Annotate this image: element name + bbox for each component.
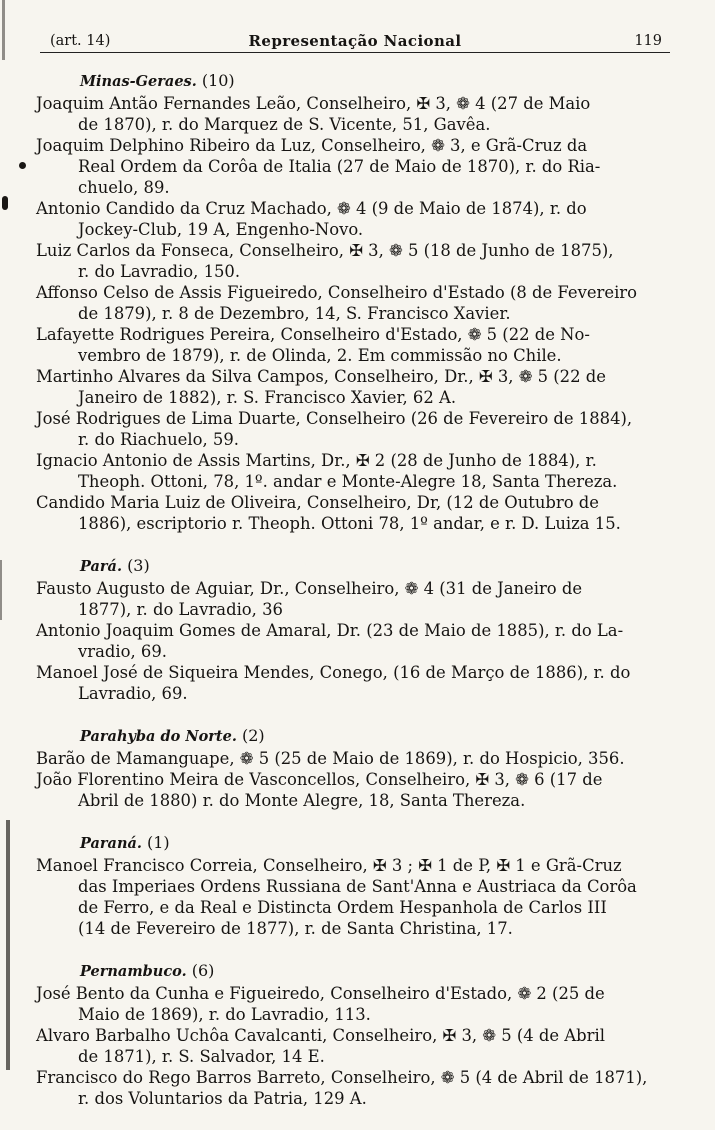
entry-first-line: Fausto Augusto de Aguiar, Dr., Conselheiro, ❁ 4 (31 de Janeiro de: [36, 579, 583, 598]
entry-first-line: José Rodrigues de Lima Duarte, Conselheiro (26 de Fevereiro de 1884),: [36, 409, 633, 428]
entry-first-line: Antonio Joaquim Gomes de Amaral, Dr. (23 de Maio de 1885), r. do La-: [36, 621, 624, 640]
entry-first-line: Candido Maria Luiz de Oliveira, Conselheiro, Dr, (12 de Outubro de: [36, 493, 600, 512]
document-body: [36, 70, 676, 1130]
scan-edge-mark: [0, 560, 2, 620]
deputy-entry: [36, 240, 676, 282]
entry-continuation-line: Theoph. Ottoni, 78, 1º. andar e Monte-Alegre 18, Santa Thereza.: [78, 472, 618, 491]
entry-continuation-line: r. do Lavradio, 150.: [78, 262, 241, 281]
section-member-count: (1): [147, 833, 170, 852]
entry-first-line: Joaquim Antão Fernandes Leão, Conselheiro, ✠ 3, ❁ 4 (27 de Maio: [36, 94, 591, 113]
entry-continuation-line: das Imperiaes Ordens Russiana de Sant'Anna e Austriaca da Corôa: [78, 877, 637, 896]
deputy-entry: [36, 662, 676, 704]
deputy-entry: [36, 282, 676, 324]
section-state-name: Paraná.: [80, 835, 142, 852]
entry-continuation-line: de 1871), r. S. Salvador, 14 E.: [78, 1047, 325, 1066]
section-member-count: (6): [191, 961, 215, 980]
header-title: Representação Nacional: [248, 32, 462, 50]
running-header: [40, 30, 670, 53]
entry-first-line: Manoel Francisco Correia, Conselheiro, ✠ 3 ; ✠ 1 de P, ✠ 1 e Grã-Cruz: [36, 856, 622, 875]
section-member-count: (3): [127, 556, 150, 575]
deputy-entry: [36, 408, 676, 450]
entry-first-line: Ignacio Antonio de Assis Martins, Dr., ✠ 2 (28 de Junho de 1884), r.: [36, 451, 597, 470]
entry-continuation-line: de 1879), r. 8 de Dezembro, 14, S. Francisco Xavier.: [78, 304, 511, 323]
section-heading: [36, 555, 676, 577]
entry-continuation-line: (14 de Fevereiro de 1877), r. de Santa Christina, 17.: [78, 919, 513, 938]
deputy-entry: [36, 135, 676, 198]
section-state-name: Pernambuco.: [80, 963, 187, 980]
section-member-count: (2): [241, 726, 265, 745]
deputy-entry: [36, 93, 676, 135]
entry-continuation-line: Maio de 1869), r. do Lavradio, 113.: [78, 1005, 371, 1024]
page-number: 119: [634, 33, 662, 49]
deputy-entry: [36, 983, 676, 1025]
entry-continuation-line: 1877), r. do Lavradio, 36: [78, 600, 283, 619]
deputy-entry: [36, 620, 676, 662]
entry-first-line: Alvaro Barbalho Uchôa Cavalcanti, Conselheiro, ✠ 3, ❁ 5 (4 de Abril: [36, 1026, 605, 1045]
entry-continuation-line: chuelo, 89.: [78, 178, 170, 197]
deputy-entry: [36, 855, 676, 939]
deputy-entry: [36, 450, 676, 492]
deputy-entry: [36, 1067, 676, 1109]
scan-edge-mark: [2, 0, 5, 60]
entry-continuation-line: de 1870), r. do Marquez de S. Vicente, 51, Gavêa.: [78, 115, 491, 134]
deputy-entry: [36, 198, 676, 240]
section-heading: [36, 725, 676, 747]
state-section: [36, 555, 676, 704]
deputy-entry: [36, 492, 676, 534]
deputy-entry: [36, 366, 676, 408]
section-heading: [36, 960, 676, 982]
entry-first-line: Barão de Mamanguape, ❁ 5 (25 de Maio de 1869), r. do Hospicio, 356.: [36, 749, 625, 768]
deputy-entry: [36, 1025, 676, 1067]
ink-blot: [19, 162, 26, 169]
entry-continuation-line: r. do Riachuelo, 59.: [78, 430, 239, 449]
deputy-entry: [36, 324, 676, 366]
section-heading: [36, 832, 676, 854]
section-state-name: Pará.: [80, 558, 122, 575]
section-heading: [36, 70, 676, 92]
entry-continuation-line: Jockey-Club, 19 A, Engenho-Novo.: [78, 220, 364, 239]
deputy-entry: [36, 748, 676, 769]
entry-first-line: João Florentino Meira de Vasconcellos, Conselheiro, ✠ 3, ❁ 6 (17 de: [36, 770, 603, 789]
entry-first-line: Martinho Alvares da Silva Campos, Conselheiro, Dr., ✠ 3, ❁ 5 (22 de: [36, 367, 606, 386]
entry-first-line: José Bento da Cunha e Figueiredo, Conselheiro d'Estado, ❁ 2 (25 de: [36, 984, 605, 1003]
entry-first-line: Lafayette Rodrigues Pereira, Conselheiro d'Estado, ❁ 5 (22 de No-: [36, 325, 590, 344]
entry-first-line: Francisco do Rego Barros Barreto, Conselheiro, ❁ 5 (4 de Abril de 1871),: [36, 1068, 648, 1087]
scan-edge-mark: [6, 820, 10, 1070]
state-section: [36, 725, 676, 811]
entry-continuation-line: de Ferro, e da Real e Distincta Ordem Hespanhola de Carlos III: [78, 898, 607, 917]
entry-continuation-line: 1886), escriptorio r. Theoph. Ottoni 78, 1º andar, e r. D. Luiza 15.: [78, 514, 621, 533]
section-state-name: Parahyba do Norte.: [80, 728, 237, 745]
entry-continuation-line: Real Ordem da Corôa de Italia (27 de Maio de 1870), r. do Ria-: [78, 157, 601, 176]
entry-continuation-line: Janeiro de 1882), r. S. Francisco Xavier, 62 A.: [78, 388, 457, 407]
deputy-entry: [36, 769, 676, 811]
entry-first-line: Luiz Carlos da Fonseca, Conselheiro, ✠ 3, ❁ 5 (18 de Junho de 1875),: [36, 241, 614, 260]
entry-first-line: Joaquim Delphino Ribeiro da Luz, Conselheiro, ❁ 3, e Grã-Cruz da: [36, 136, 588, 155]
entry-first-line: Affonso Celso de Assis Figueiredo, Conselheiro d'Estado (8 de Fevereiro: [36, 283, 638, 302]
section-member-count: (10): [201, 71, 235, 90]
ink-blot: [2, 196, 8, 210]
header-article-ref: (art. 14): [50, 33, 111, 49]
deputy-entry: [36, 578, 676, 620]
state-section: [36, 832, 676, 939]
entry-continuation-line: vembro de 1879), r. de Olinda, 2. Em commissão no Chile.: [78, 346, 562, 365]
entry-continuation-line: Abril de 1880) r. do Monte Alegre, 18, Santa Thereza.: [78, 791, 526, 810]
entry-first-line: Manoel José de Siqueira Mendes, Conego, (16 de Março de 1886), r. do: [36, 663, 631, 682]
entry-first-line: Antonio Candido da Cruz Machado, ❁ 4 (9 de Maio de 1874), r. do: [36, 199, 587, 218]
entry-continuation-line: r. dos Voluntarios da Patria, 129 A.: [78, 1089, 367, 1108]
state-section: [36, 70, 676, 534]
entry-continuation-line: Lavradio, 69.: [78, 684, 188, 703]
state-section: [36, 960, 676, 1109]
entry-continuation-line: vradio, 69.: [78, 642, 167, 661]
section-state-name: Minas-Geraes.: [80, 73, 197, 90]
